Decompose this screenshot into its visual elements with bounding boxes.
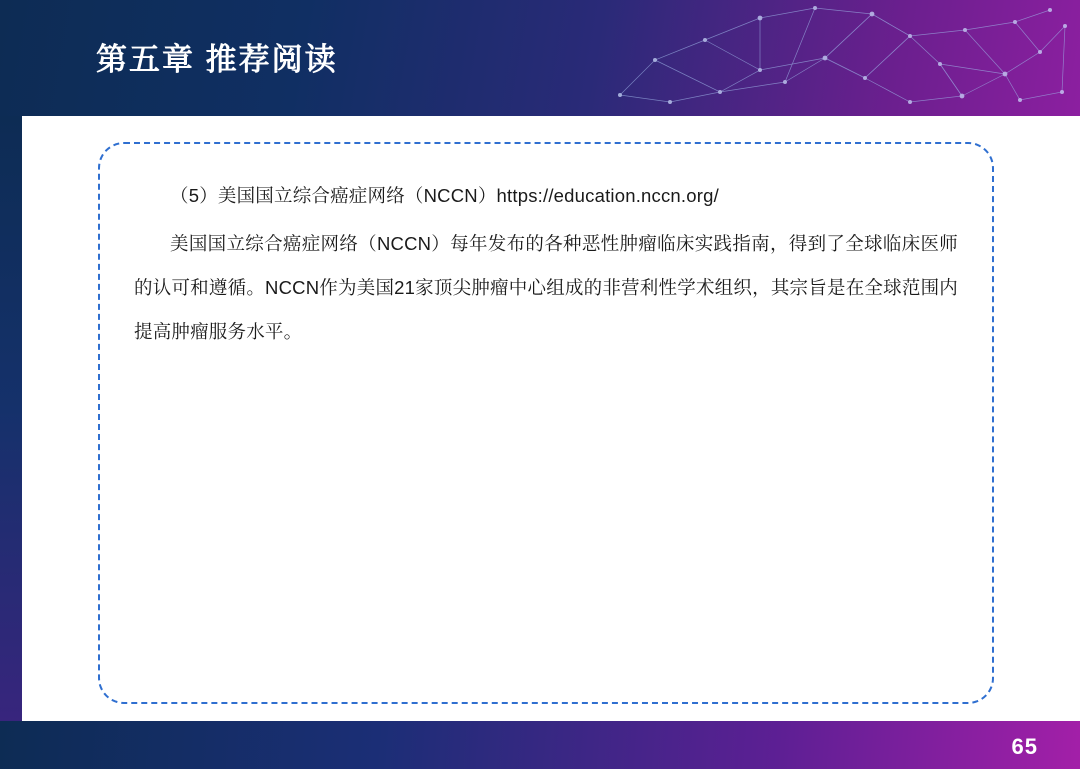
slide-header bbox=[0, 0, 1080, 116]
page-number: 65 bbox=[1011, 734, 1038, 759]
content-panel bbox=[98, 142, 994, 704]
page-title: 第五章 推荐阅读 bbox=[96, 42, 338, 77]
resource-item-line: （5）美国国立综合癌症网络（NCCN）https://education.nccn.org/ bbox=[170, 185, 719, 206]
left-accent-bar bbox=[0, 116, 22, 769]
content-body bbox=[134, 174, 958, 354]
network-nodes-graphic bbox=[610, 0, 1080, 116]
resource-description: 美国国立综合癌症网络（NCCN）每年发布的各种恶性肿瘤临床实践指南，得到了全球临床医师的认可和遵循。NCCN作为美国21家顶尖肿瘤中心组成的非营利性学术组织，其宗旨是在全球范围内提高肿瘤服务水平。 bbox=[134, 233, 958, 342]
slide-footer bbox=[0, 721, 1080, 769]
